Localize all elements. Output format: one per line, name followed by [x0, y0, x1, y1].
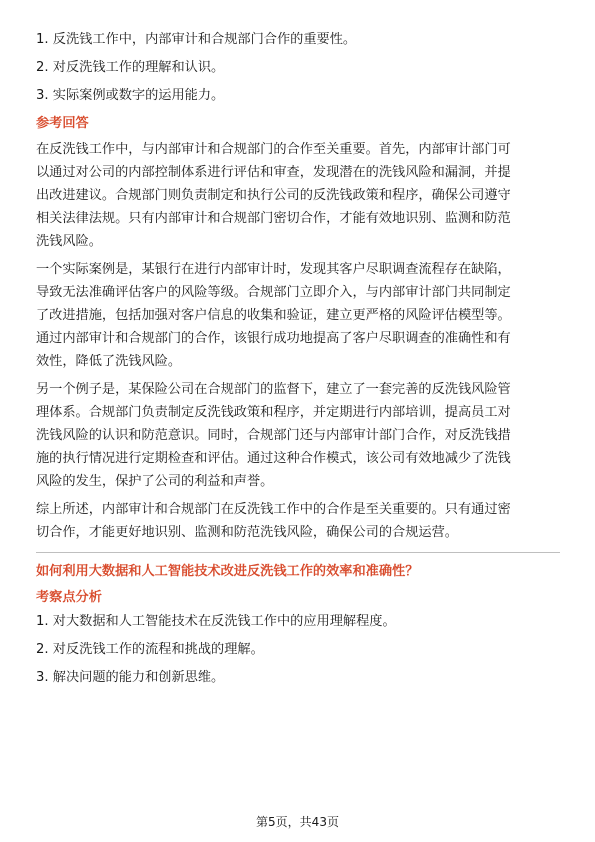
paragraph [36, 498, 560, 544]
list-item: 2. 对反洗钱工作的流程和挑战的理解。 [36, 642, 264, 657]
paragraph-line: 通过内部审计和合规部门的合作，该银行成功地提高了客户尽职调查的准确性和有 [36, 331, 511, 346]
paragraph-line: 一个实际案例是，某银行在进行内部审计时，发现其客户尽职调查流程存在缺陷， [36, 262, 511, 277]
paragraph-line: 导致无法准确评估客户的风险等级。合规部门立即介入，与内部审计部门共同制定 [36, 285, 511, 300]
paragraph-line: 以通过对公司的内部控制体系进行评估和审查，发现潜在的洗钱风险和漏洞，并提 [36, 165, 511, 180]
paragraph-line: 综上所述，内部审计和合规部门在反洗钱工作中的合作是至关重要的。只有通过密 [36, 502, 511, 517]
paragraph-line: 洗钱风险的认识和防范意识。同时，合规部门还与内部审计部门合作，对反洗钱措 [36, 428, 511, 443]
answer-label: 参考回答 [36, 116, 89, 131]
question-heading: 如何利用大数据和人工智能技术改进反洗钱工作的效率和准确性？ [36, 564, 419, 579]
paragraph-line: 洗钱风险。 [36, 234, 102, 249]
paragraph [36, 138, 560, 253]
paragraph-line: 出改进建议。合规部门则负责制定和执行公司的反洗钱政策和程序，确保公司遵守 [36, 188, 511, 203]
paragraph-line: 相关法律法规。只有内部审计和合规部门密切合作，才能有效地识别、监测和防范 [36, 211, 511, 226]
paragraph-line: 另一个例子是，某保险公司在合规部门的监督下，建立了一套完善的反洗钱风险管 [36, 382, 511, 397]
list-item: 2. 对反洗钱工作的理解和认识。 [36, 60, 225, 75]
paragraph [36, 378, 560, 493]
analysis-label: 考察点分析 [36, 590, 102, 605]
top-list [36, 30, 560, 106]
section-divider [36, 552, 560, 553]
page-content [36, 30, 560, 696]
paragraph-line: 施的执行情况进行定期检查和评估。通过这种合作模式，该公司有效地减少了洗钱 [36, 451, 511, 466]
list-item: 1. 反洗钱工作中，内部审计和合规部门合作的重要性。 [36, 32, 357, 47]
paragraph-line: 切合作，才能更好地识别、监测和防范洗钱风险，确保公司的合规运营。 [36, 525, 458, 540]
paragraph-line: 了改进措施，包括加强对客户信息的收集和验证，建立更严格的风险评估模型等。 [36, 308, 511, 323]
paragraph-line: 理体系。合规部门负责制定反洗钱政策和程序，并定期进行内部培训，提高员工对 [36, 405, 511, 420]
bottom-list [36, 612, 560, 688]
list-item: 3. 实际案例或数字的运用能力。 [36, 88, 225, 103]
answer-body [36, 138, 560, 544]
list-item: 1. 对大数据和人工智能技术在反洗钱工作中的应用理解程度。 [36, 614, 396, 629]
page-number: 第5页，共43页 [256, 815, 339, 829]
paragraph-line: 效性，降低了洗钱风险。 [36, 354, 182, 369]
paragraph-line: 在反洗钱工作中，与内部审计和合规部门的合作至关重要。首先，内部审计部门可 [36, 142, 511, 157]
list-item: 3. 解决问题的能力和创新思维。 [36, 670, 225, 685]
paragraph-line: 风险的发生，保护了公司的利益和声誉。 [36, 474, 274, 489]
paragraph [36, 258, 560, 373]
